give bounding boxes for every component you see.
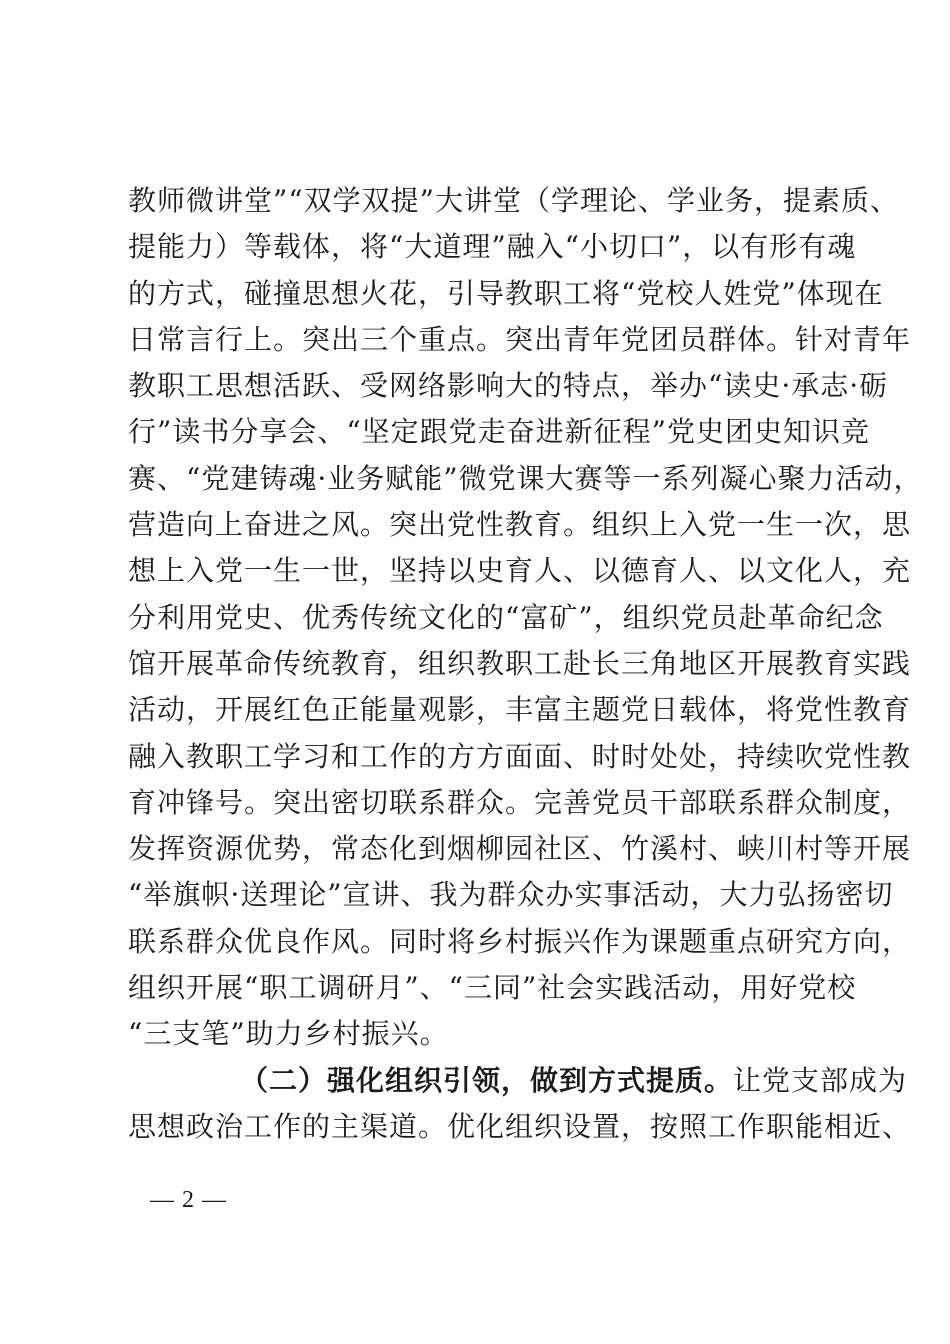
paragraph-line: 分利用党史、优秀传统文化的“富矿”，组织党员赴革命纪念 <box>128 600 884 634</box>
paragraph-line: “举旗帜·送理论”宣讲、我为群众办实事活动，大力弘扬密切 <box>128 878 894 912</box>
paragraph-line: 赛、“党建铸魂·业务赋能”微党课大赛等一系列凝心聚力活动， <box>128 461 923 495</box>
paragraph-line: 提能力）等载体，将“大道理”融入“小切口”，以有形有魂 <box>128 230 857 264</box>
paragraph-line: 教师微讲堂”“双学双提”大讲堂（学理论、学业务，提素质、 <box>128 184 899 217</box>
section-heading: （二）强化组织引领，做到方式提质。 <box>240 1063 734 1097</box>
body-text <box>128 178 923 1150</box>
paragraph-line: 融入教职工学习和工作的方方面面、时时处处，持续吹党性教 <box>128 739 912 773</box>
paragraph-line: 营造向上奋进之风。突出党性教育。组织上入党一生一次，思 <box>128 508 912 542</box>
section-heading-line <box>128 1058 908 1104</box>
section-heading-continuation: 让党支部成为 <box>733 1063 908 1097</box>
paragraph-last-line: “三支笔”助力乡村振兴。 <box>128 1017 449 1051</box>
paragraph-line: 活动，开展红色正能量观影，丰富主题党日载体，将党性教育 <box>128 693 912 727</box>
paragraph-line: 育冲锋号。突出密切联系群众。完善党员干部联系群众制度， <box>128 785 912 819</box>
paragraph-line: 组织开展“职工调研月”、“三同”社会实践活动，用好党校 <box>128 971 857 1005</box>
paragraph-line: 思想政治工作的主渠道。优化组织设置，按照工作职能相近、 <box>128 1109 912 1143</box>
paragraph-line: 发挥资源优势，常态化到烟柳园社区、竹溪村、峡川村等开展 <box>128 832 912 866</box>
paragraph-line: 馆开展革命传统教育，组织教职工赴长三角地区开展教育实践 <box>128 646 912 680</box>
paragraph-line: 教职工思想活跃、受网络影响大的特点，举办“读史·承志·砺 <box>128 369 889 403</box>
paragraph-line: 联系群众优良作风。同时将乡村振兴作为课题重点研究方向， <box>128 924 912 958</box>
paragraph-line: 想上入党一生一世，坚持以史育人、以德育人、以文化人，充 <box>128 554 912 588</box>
paragraph-line: 日常言行上。突出三个重点。突出青年党团员群体。针对青年 <box>128 322 912 356</box>
paragraph-line: 的方式，碰撞思想火花，引导教职工将“党校人姓党”体现在 <box>128 276 884 310</box>
paragraph-line: 行”读书分享会、“坚定跟党走奋进新征程”党史团史知识竞 <box>128 415 870 449</box>
page-number: — 2 — <box>150 1187 227 1213</box>
